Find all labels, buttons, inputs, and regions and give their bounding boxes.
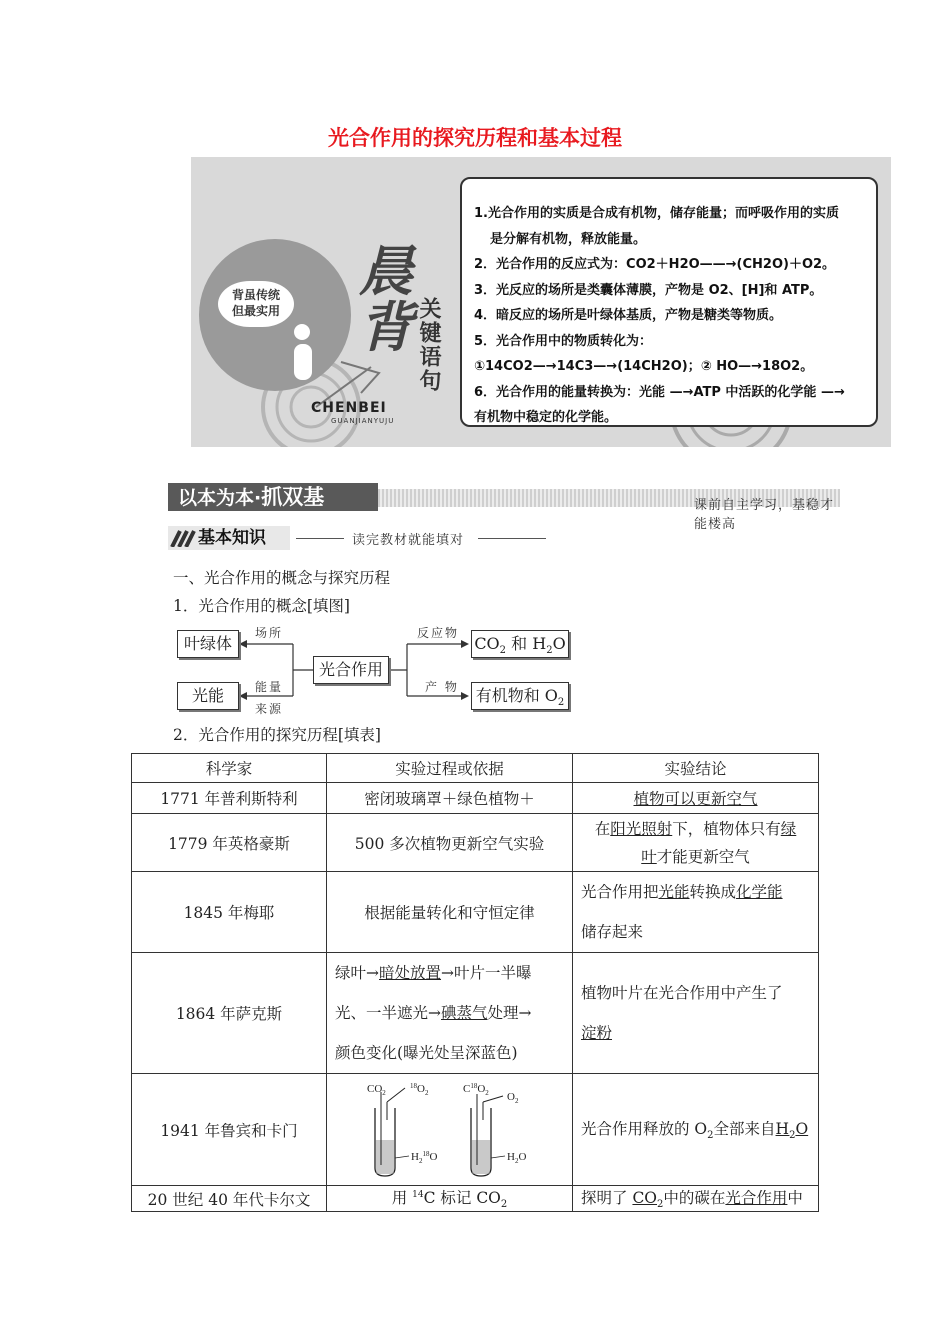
cell-process — [327, 953, 573, 1074]
section-bar-pattern — [378, 489, 840, 532]
answer-text: 暗处放置 — [379, 964, 442, 982]
note-line: 有机物中稳定的化学能。 — [474, 410, 618, 425]
header-process: 实验过程或依据 — [327, 754, 573, 783]
note-line: 1.光合作用的实质是合成有机物，储存能量；而呼吸作用的实质 — [474, 206, 839, 221]
svg-text:CO2: $CO_2$ — [366, 1082, 386, 1097]
knowledge-bar-subtitle: 读完教材就能填对 — [352, 533, 465, 548]
box-chloroplast: 叶绿体 — [177, 630, 239, 658]
big-char-bei: 背 — [359, 296, 413, 359]
note-line: 6．光合作用的能量转换为：光能 —→ATP 中活跃的化学能 —→ — [474, 384, 845, 400]
history-table — [131, 753, 819, 1212]
svg-text:18O2: $^{18}O_2$ — [409, 1081, 428, 1097]
header-scientist: 科学家 — [132, 754, 327, 783]
figure-icon — [286, 322, 326, 382]
cell-scientist: 1864 年萨克斯 — [132, 953, 327, 1074]
subscript: 2 — [500, 1199, 508, 1211]
text: 光合作用把 — [581, 883, 659, 901]
note-line: 3．光反应的场所是类囊体薄膜，产物是 O2、[H]和 ATP。 — [474, 282, 823, 298]
cell-process: 密闭玻璃罩＋绿色植物＋ — [327, 783, 573, 814]
box-products — [471, 682, 569, 710]
text: 储存起来 — [581, 923, 644, 941]
text: →叶片一半曝 — [441, 964, 532, 982]
key-sentences-box — [460, 177, 878, 427]
section-bar-tab — [168, 483, 378, 511]
subscript: 2 — [557, 697, 565, 709]
text: 处理→ — [487, 1004, 532, 1022]
subscript: 2 — [499, 645, 507, 657]
cell-conclusion — [573, 1074, 819, 1186]
cell-conclusion — [573, 814, 819, 872]
text: 光、一半遮光→ — [335, 1004, 441, 1022]
subscript: 2 — [657, 1199, 664, 1211]
knowledge-bar-title: 基本知识 — [198, 528, 266, 548]
text: 下，植物体只有 — [672, 819, 781, 838]
section-bar-tab-emphasis: 抓双基 — [261, 485, 325, 509]
answer-text: H — [775, 1120, 790, 1139]
svg-text:H218O: $H_2^{18}O$ — [410, 1149, 437, 1165]
label-reactants: 反应物 — [417, 626, 460, 640]
table-row — [132, 1074, 819, 1186]
cell-scientist: 1941 年鲁宾和卡门 — [132, 1074, 327, 1186]
answer-text: 阳光照射 — [610, 819, 673, 838]
speech-bubble — [218, 281, 294, 327]
table-header-row — [132, 754, 819, 783]
cell-process: 500 多次植物更新空气实验 — [327, 814, 573, 872]
text: 用 — [391, 1189, 413, 1208]
bubble-line-2: 但最实用 — [231, 304, 280, 318]
box-reactants — [471, 630, 569, 658]
svg-text:H2O: $H_2O$ — [506, 1150, 526, 1165]
slash-stripes-icon — [170, 529, 200, 547]
text: 光合作用释放的 O — [581, 1120, 708, 1139]
subscript: 2 — [789, 1130, 796, 1142]
answer-text: 光合作用 — [725, 1189, 788, 1208]
label-energy: 能量 — [255, 680, 284, 694]
answer-text: 光能 — [658, 883, 690, 901]
test-tubes-figure — [365, 1080, 535, 1180]
cell-scientist: 1771 年普利斯特利 — [132, 783, 327, 814]
text: 中 — [787, 1189, 803, 1208]
text: 探明了 — [581, 1189, 633, 1208]
subheading-1: 1．光合作用的概念[填图] — [173, 597, 350, 615]
text: 中的碳在 — [663, 1189, 726, 1208]
answer-text: 植物可以更新空气 — [633, 790, 758, 808]
divider — [296, 538, 344, 539]
cell-conclusion — [573, 872, 819, 953]
key-sentence-vertical: 关键语句 — [416, 297, 441, 393]
subscript: 2 — [707, 1130, 714, 1142]
svg-text:O2: $O_2$ — [506, 1090, 518, 1105]
answer-text: 叶 — [641, 847, 657, 866]
section-bar-subtitle: 课前自主学习，基稳才能楼高 — [694, 498, 835, 532]
table-row — [132, 953, 819, 1074]
morning-recitation-banner — [191, 157, 891, 447]
box-photosynthesis: 光合作用 — [313, 656, 389, 684]
text: O — [552, 634, 566, 653]
cell-conclusion — [573, 783, 819, 814]
answer-text: 淀粉 — [581, 1024, 613, 1042]
text: 转换成 — [689, 883, 737, 901]
heading-1: 一、光合作用的概念与探究历程 — [173, 569, 391, 587]
table-row — [132, 872, 819, 953]
label-site: 场所 — [255, 626, 284, 640]
big-char-chen: 晨 — [359, 240, 413, 303]
note-line: 4．暗反应的场所是叶绿体基质，产物是糖类等物质。 — [474, 308, 783, 323]
box-light-energy: 光能 — [177, 682, 239, 710]
cell-scientist: 20 世纪 40 年代卡尔文 — [132, 1186, 327, 1212]
text: 颜色变化(曝光处呈深蓝色) — [335, 1044, 518, 1062]
knowledge-bar-tab — [168, 526, 290, 550]
text: 才能更新空气 — [656, 847, 750, 866]
table-row — [132, 783, 819, 814]
text: 和 H — [506, 634, 547, 653]
cell-conclusion — [573, 953, 819, 1074]
note-line: ①14CO2—→14C3—→(14CH2O)；② HO—→18O2。 — [474, 359, 814, 374]
answer-text: 绿 — [780, 819, 797, 838]
text: 有机物和 O — [475, 686, 558, 705]
note-line: 2．光合作用的反应式为：CO2＋H2O——→(CH2O)＋O2。 — [474, 257, 836, 272]
section-bar-tab-text: 以本为本· — [178, 487, 262, 509]
answer-text: 化学能 — [736, 883, 783, 901]
cell-process — [327, 1074, 573, 1186]
text: CO — [474, 634, 500, 653]
subscript: 2 — [546, 645, 553, 657]
label-products: 产 物 — [425, 680, 459, 694]
note-line: 是分解有机物，释放能量。 — [490, 231, 647, 247]
cell-scientist: 1845 年梅耶 — [132, 872, 327, 953]
superscript: 14 — [412, 1190, 424, 1201]
text: 在 — [594, 819, 611, 838]
answer-text: 碘蒸气 — [441, 1004, 488, 1022]
text: 全部来自 — [713, 1120, 776, 1139]
cell-process: 根据能量转化和守恒定律 — [327, 872, 573, 953]
svg-text:C18O2: $C^{18}O_2$ — [462, 1081, 489, 1097]
brand-text: CHENBEI — [311, 400, 387, 416]
table-row — [132, 814, 819, 872]
label-source: 来源 — [255, 702, 284, 716]
text: 绿叶→ — [335, 964, 379, 982]
page-title: 光合作用的探究历程和基本过程 — [328, 126, 622, 150]
answer-text: CO — [632, 1189, 658, 1208]
bubble-line-1: 背虽传统 — [231, 288, 280, 302]
note-line: 5．光合作用中的物质转化为： — [474, 333, 653, 349]
cell-process — [327, 1186, 573, 1212]
table-row — [132, 1186, 819, 1212]
section-bar — [168, 483, 840, 532]
cell-conclusion — [573, 1186, 819, 1212]
cell-scientist: 1779 年英格豪斯 — [132, 814, 327, 872]
brand-subtext: GUANJIANYUJU — [331, 417, 395, 425]
answer-text: O — [795, 1120, 809, 1139]
divider — [478, 538, 546, 539]
header-conclusion: 实验结论 — [573, 754, 819, 783]
text: C 标记 CO — [423, 1189, 501, 1208]
concept-diagram — [175, 622, 575, 716]
text: 植物叶片在光合作用中产生了 — [581, 984, 783, 1002]
subheading-2: 2．光合作用的探究历程[填表] — [173, 726, 381, 744]
